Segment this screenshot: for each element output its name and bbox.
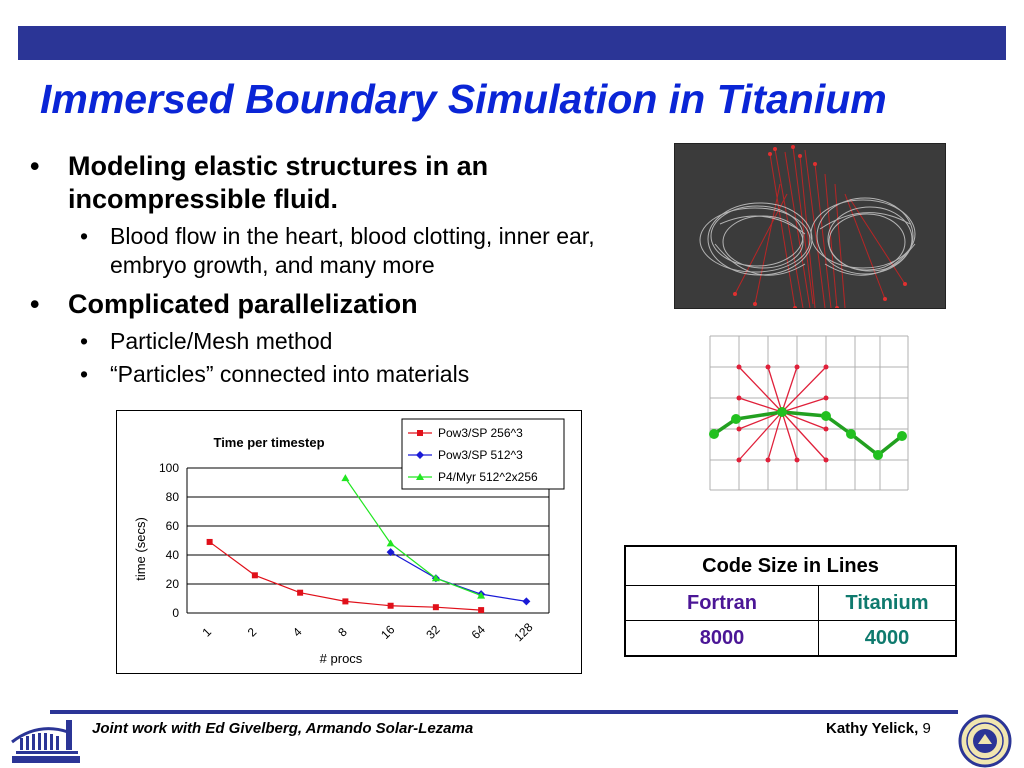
y-tick-label: 20 bbox=[165, 577, 179, 591]
data-point-square bbox=[207, 539, 213, 545]
titanium-column-label: Titanium bbox=[819, 586, 957, 621]
time-per-timestep-chart bbox=[116, 410, 582, 674]
code-table-header: Code Size in Lines bbox=[625, 546, 956, 586]
series-line bbox=[345, 478, 481, 595]
data-point-square bbox=[417, 430, 423, 436]
sub-bullet-item bbox=[30, 360, 650, 389]
sub-bullet-text: Blood flow in the heart, blood clotting, inner ear, embryo growth, and many more bbox=[110, 223, 595, 278]
titanium-lines-value: 4000 bbox=[819, 621, 957, 657]
y-tick-label: 40 bbox=[165, 548, 179, 562]
top-banner-bar bbox=[18, 26, 1006, 60]
data-point-triangle bbox=[341, 474, 349, 481]
x-tick-label: 32 bbox=[423, 622, 443, 642]
bullet-text: Complicated parallelization bbox=[68, 289, 418, 319]
footer-author: Kathy Yelick, bbox=[826, 720, 919, 737]
fortran-lines-value: 8000 bbox=[625, 621, 819, 657]
data-point-diamond bbox=[522, 597, 530, 605]
legend-label: Pow3/SP 256^3 bbox=[438, 426, 523, 440]
sub-bullet-text: “Particles” connected into materials bbox=[110, 361, 470, 387]
bullet-marker: • bbox=[80, 328, 89, 354]
berkeley-lab-logo bbox=[8, 714, 84, 764]
sub-bullet-item bbox=[30, 222, 650, 280]
data-point-square bbox=[478, 607, 484, 613]
footer-credit: Joint work with Ed Givelberg, Armando Solar-Lezama bbox=[92, 720, 474, 737]
bullet-marker: • bbox=[80, 223, 89, 249]
page-number: 9 bbox=[922, 720, 931, 737]
sub-bullet-text: Particle/Mesh method bbox=[110, 328, 333, 354]
code-size-table bbox=[624, 545, 957, 657]
bullet-marker: • bbox=[30, 289, 40, 319]
sub-bullet-item bbox=[30, 327, 650, 356]
data-point-square bbox=[252, 572, 258, 578]
x-tick-label: 16 bbox=[378, 622, 398, 642]
y-tick-label: 60 bbox=[165, 519, 179, 533]
legend-label: P4/Myr 512^2x256 bbox=[438, 470, 538, 484]
legend-label: Pow3/SP 512^3 bbox=[438, 448, 523, 462]
particle-mesh-diagram bbox=[706, 334, 912, 492]
footer-author-page bbox=[826, 720, 931, 737]
data-point-square bbox=[433, 604, 439, 610]
x-tick-label: 64 bbox=[468, 622, 488, 642]
bullet-item bbox=[30, 288, 650, 321]
data-point-square bbox=[297, 590, 303, 596]
simulation-image bbox=[674, 143, 946, 309]
bullet-marker: • bbox=[30, 151, 40, 181]
data-point-square bbox=[388, 603, 394, 609]
x-tick-label: 1 bbox=[199, 624, 215, 640]
y-tick-label: 80 bbox=[165, 490, 179, 504]
y-tick-label: 0 bbox=[172, 606, 179, 620]
chart-title: Time per timestep bbox=[213, 435, 325, 450]
data-point-triangle bbox=[387, 539, 395, 546]
chart-legend bbox=[402, 419, 564, 489]
university-seal-logo bbox=[956, 714, 1014, 768]
x-axis-label: # procs bbox=[319, 651, 363, 666]
simulation-illustration bbox=[675, 144, 945, 308]
fortran-column-label: Fortran bbox=[625, 586, 819, 621]
x-tick-label: 4 bbox=[289, 624, 305, 640]
data-point-square bbox=[342, 598, 348, 604]
x-tick-label: 2 bbox=[244, 624, 260, 640]
slide-title: Immersed Boundary Simulation in Titanium bbox=[40, 76, 887, 122]
y-tick-label: 100 bbox=[158, 461, 179, 475]
footer-divider bbox=[50, 710, 958, 714]
y-axis-label: time (secs) bbox=[133, 517, 148, 581]
x-tick-label: 128 bbox=[511, 620, 536, 645]
bullet-list bbox=[30, 150, 650, 393]
bullet-text: Modeling elastic structures in an incompressible fluid. bbox=[68, 151, 489, 214]
x-tick-label: 8 bbox=[335, 624, 350, 640]
bullet-marker: • bbox=[80, 361, 89, 387]
bullet-item bbox=[30, 150, 650, 216]
chart-svg bbox=[117, 411, 581, 673]
